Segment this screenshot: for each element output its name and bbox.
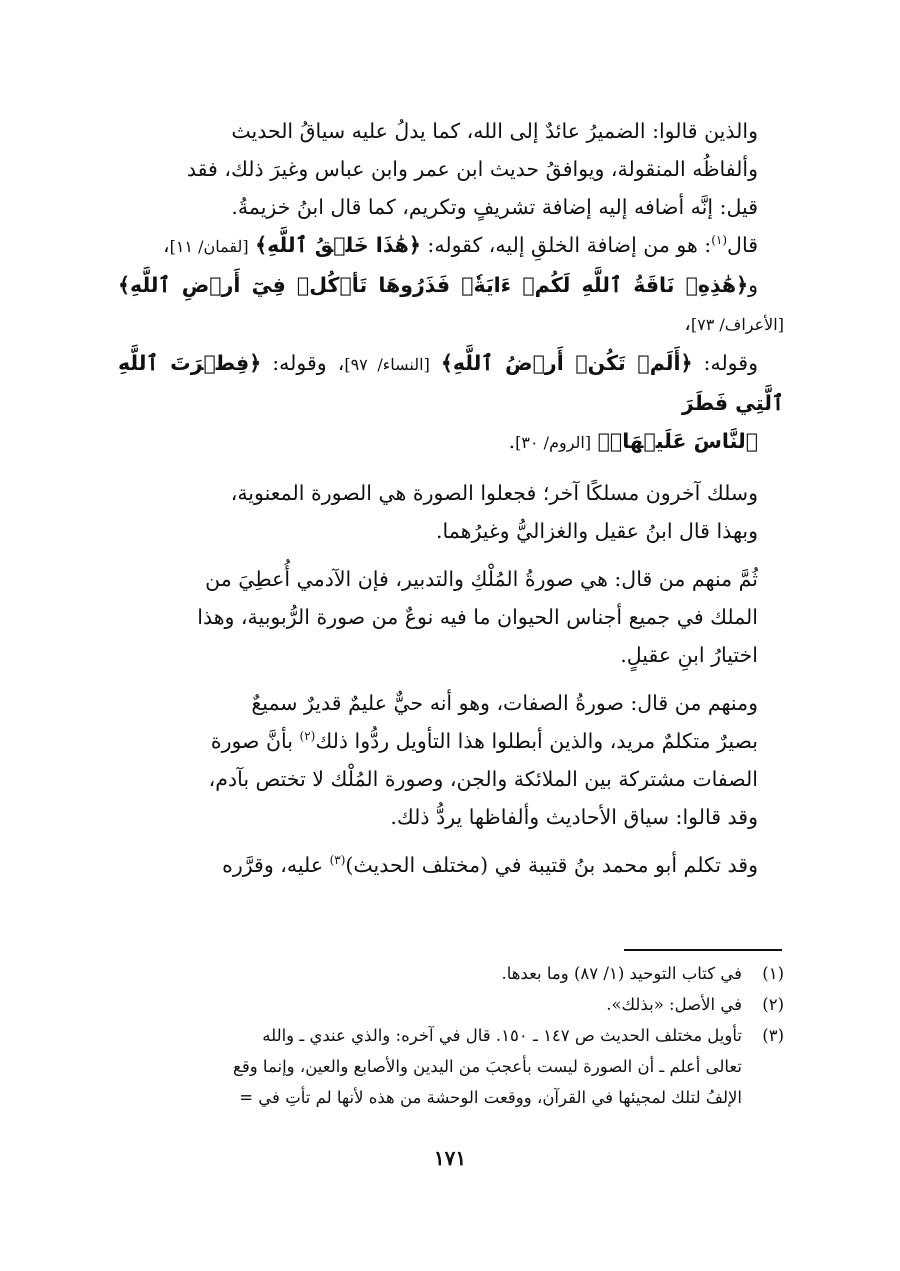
paragraph-1	[118, 112, 784, 462]
text-span: وقد تكلم أبو محمد بنُ قتيبة في (مختلف الحديث)	[345, 853, 758, 877]
footnote-line: تعالى أعلم ـ أن الصورة ليست بأعجبَ من اليدين والأصابع والعين، وإنما وقع	[233, 1057, 742, 1076]
quran-verse: ﴿هَٰذَا خَلۡقُ ٱللَّهِ﴾	[255, 233, 421, 257]
main-text	[118, 112, 784, 894]
footnote-line: في الأصل: «بذلك».	[606, 995, 742, 1014]
footnote-separator	[624, 949, 782, 951]
quran-verse: ﴿أَلَمۡ تَكُنۡ أَرۡضُ ٱللَّهِ﴾	[440, 351, 693, 375]
footnote-3	[118, 1020, 784, 1113]
text-line: اختيارُ ابنِ عقيلٍ.	[620, 643, 758, 667]
text-line	[118, 226, 784, 266]
text-line: الصفات مشتركة بين الملائكة والجن، وصورة المُلْك لا تختص بآدم،	[208, 767, 758, 791]
text-line: والذين قالوا: الضميرُ عائدٌ إلى الله، كما يدلُ عليه سياقُ الحديث	[231, 119, 758, 143]
footnote-number: (٣)	[762, 1026, 784, 1045]
footnote-text	[118, 1020, 742, 1113]
footnote-number: (١)	[762, 964, 784, 983]
footnote-ref-2: (٢)	[299, 729, 316, 744]
text-span: ، وقوله:	[261, 351, 345, 375]
punctuation: ،	[684, 311, 691, 335]
punctuation: ،	[162, 233, 170, 257]
punctuation: .	[508, 429, 516, 453]
footnote-text	[118, 958, 742, 989]
paragraph-2	[118, 474, 784, 550]
text-span: : هو من إضافة الخلقِ إليه، كقوله:	[420, 233, 712, 257]
footnote-line: الإلفُ لتلك لمجيئها في القرآن، ووقعت الوحشة من هذه لأنها لم تأتِ في =	[239, 1088, 742, 1107]
text-line: ومنهم من قال: صورةُ الصفات، وهو أنه حيٌّ عليمٌ قديرٌ سميعٌ	[251, 691, 758, 715]
footnote-ref-1: (١)	[711, 233, 728, 248]
quran-verse: ﴿فِطۡرَتَ ٱللَّهِ ٱلَّتِي فَطَرَ	[118, 351, 784, 415]
text-line: وألفاظُه المنقولة، ويوافقُ حديث ابن عمر وابن عباس وغيرَ ذلك، فقد	[186, 157, 758, 181]
text-span: و	[748, 273, 758, 297]
page-number: ١٧١	[433, 1146, 467, 1170]
verse-reference: [النساء/ ٩٧]	[344, 355, 430, 374]
text-span: عليه، وقرَّره	[222, 853, 330, 877]
quran-verse: ﴿هَٰذِهِۦ نَاقَةُ ٱللَّهِ لَكُمۡ ءَايَةٗۖ فَذَرُوهَا تَأۡكُلۡ فِيٓ أَرۡضِ ٱللَّهِ﴾	[118, 273, 749, 297]
verse-reference: [الروم/ ٣٠]	[515, 433, 592, 452]
paragraph-5	[118, 846, 784, 884]
footnote-line: في كتاب التوحيد (١/ ٨٧) وما بعدها.	[501, 964, 742, 983]
text-line: وبهذا قال ابنُ عقيل والغزاليُّ وغيرُهما.	[436, 519, 758, 543]
text-span: وقوله:	[692, 351, 758, 375]
footnote-ref-3: (٣)	[329, 853, 346, 868]
text-line: قيل: إنَّه أضافه إليه إضافة تشريفٍ وتكريم، كما قال ابنُ خزيمةُ.	[231, 195, 758, 219]
text-line: وسلك آخرون مسلكًا آخر؛ فجعلوا الصورة هي الصورة المعنوية،	[230, 481, 758, 505]
footnote-text	[118, 989, 742, 1020]
verse-reference: [لقمان/ ١١]	[169, 237, 249, 256]
text-line: الملك في جميع أجناس الحيوان ما فيه نوعٌ من صورة الرُّبوبية، وهذا	[197, 605, 758, 629]
paragraph-4	[118, 684, 784, 836]
text-line	[118, 422, 784, 462]
text-span: قال	[727, 233, 758, 257]
text-line	[118, 846, 784, 884]
text-line: وقد قالوا: سياق الأحاديث وألفاظها يردُّ ذلك.	[390, 805, 758, 829]
footnote-1	[118, 958, 784, 989]
footnote-2	[118, 989, 784, 1020]
text-line	[118, 266, 784, 344]
footnote-number: (٢)	[762, 995, 784, 1014]
text-span: بأنَّ صورة	[210, 729, 300, 753]
text-line: ثُمَّ منهم من قال: هي صورةُ المُلْكِ والتدبير، فإن الآدمي أُعطِيَ من	[205, 567, 758, 591]
verse-reference: [الأعراف/ ٧٣]	[690, 315, 784, 334]
text-span: بصيرٌ متكلمٌ مريد، والذين أبطلوا هذا التأويل ردُّوا ذلك	[315, 729, 758, 753]
footnote-line: تأويل مختلف الحديث ص ١٤٧ ـ ١٥٠. قال في آخره: والذي عندي ـ والله	[262, 1026, 742, 1045]
text-line	[118, 722, 784, 760]
paragraph-3	[118, 560, 784, 674]
footnotes	[118, 958, 784, 1113]
quran-verse: ٱلنَّاسَ عَلَيۡهَاۚ﴾	[597, 429, 758, 453]
text-line	[118, 344, 784, 422]
